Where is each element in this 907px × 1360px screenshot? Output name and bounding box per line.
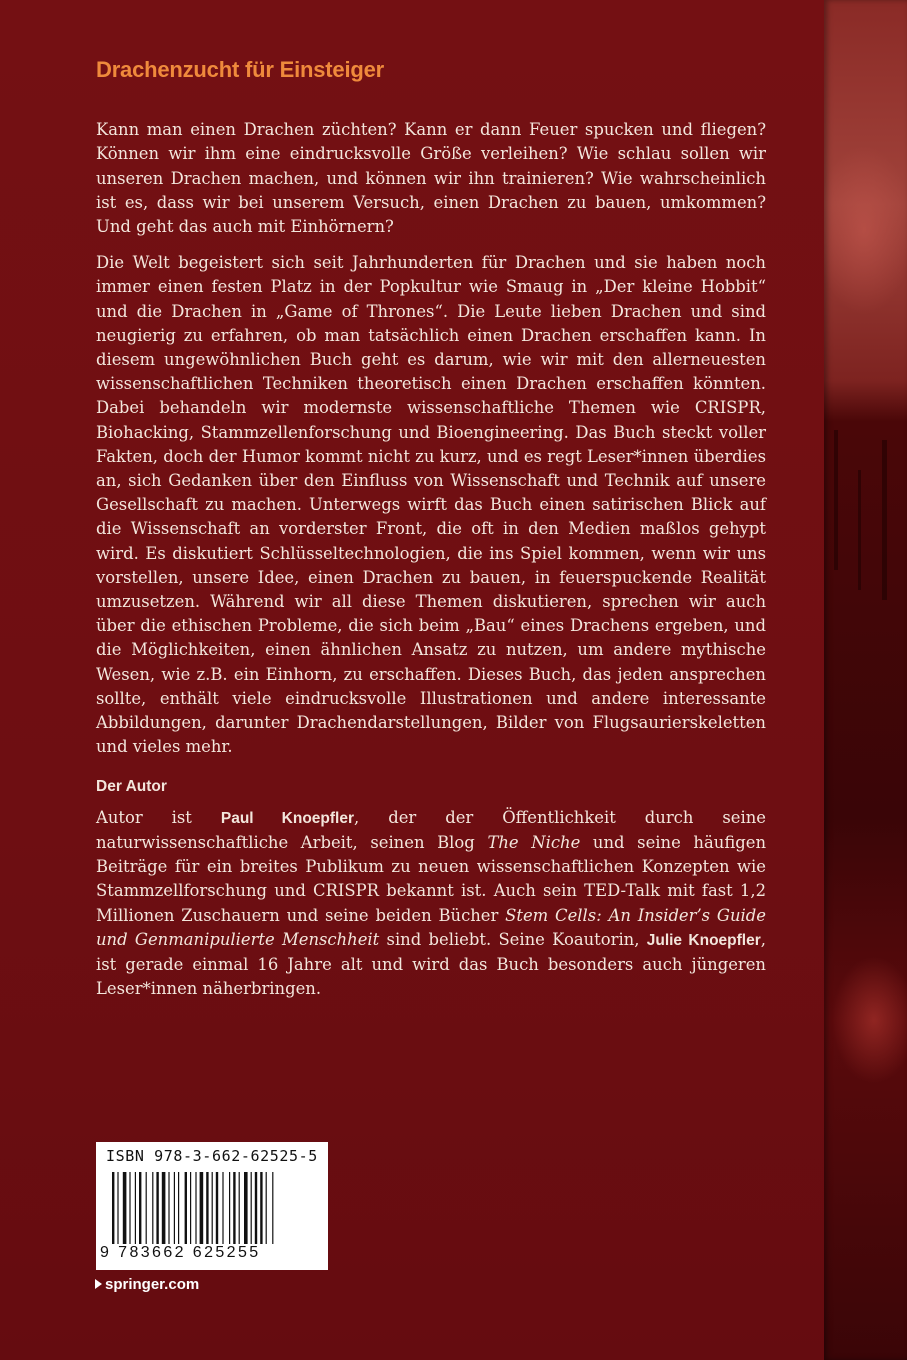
arrow-right-icon (95, 1279, 102, 1289)
barcode-bar (229, 1172, 230, 1244)
spine-artwork (824, 0, 907, 1360)
barcode-bar (251, 1172, 252, 1244)
barcode-bar (135, 1172, 136, 1244)
barcode-bar (266, 1172, 267, 1244)
author-text: , ist gerade einmal 16 Jahre alt und wird das Buch besonders auch jüngeren Leser*innen näherbringen. (96, 929, 766, 999)
barcode-bar (233, 1172, 235, 1244)
coauthor-name: Julie Knoepfler (646, 931, 761, 949)
barcode-bar (212, 1172, 213, 1244)
barcode-bar (174, 1172, 175, 1244)
barcode-bar (162, 1172, 166, 1244)
barcode-digits: 9 783662 625255 (100, 1244, 261, 1261)
barcode-bar (244, 1172, 248, 1244)
barcode-bar (123, 1172, 127, 1244)
barcode-bar (112, 1172, 114, 1244)
author-paragraph (96, 806, 766, 1002)
barcode-bar (222, 1172, 223, 1244)
barcode-bar (117, 1172, 118, 1244)
barcode-bar (239, 1172, 240, 1244)
barcode-bar (190, 1172, 191, 1244)
author-text: Autor ist (96, 807, 221, 827)
barcode-bar (152, 1172, 153, 1244)
publisher-link[interactable] (95, 1276, 199, 1293)
barcode-bar (178, 1172, 179, 1244)
barcode-bar (139, 1172, 141, 1244)
author-text: und seine häufigen Beiträge für ein breites Publikum zu neuen wissenschaftlichen Konzepten wie Stammzellforschung und CRISPR bekannt ist. Auch sein TED-Talk mit fast 1,2 Millionen Zuschauern und seine beiden Bücher (96, 832, 766, 925)
barcode-bar (272, 1172, 273, 1244)
barcode-bar (216, 1172, 218, 1244)
description-paragraph: Die Welt begeistert sich seit Jahrhunderten für Drachen und sie haben noch immer einen festen Platz in der Popkultur wie Smaug in „Der kleine Hobbit“ und die Drachen in „Game of Thrones“. Die Leute lieben Drachen und sind neugierig zu erfahren, ob man tatsächlich einen Drachen erschaffen kann. In diesem ungewöhnlichen Buch geht es darum, wie wir mit den allerneuesten wissenschaftlichen Techniken theoretisch einen Drachen erschaffen könnten. Dabei behandeln wir modernste wissenschaftliche Themen wie CRISPR, Biohacking, Stammzellenforschung und Bioengineering. Das Buch steckt voller Fakten, doch der Humor kommt nicht zu kurz, und es regt Leser*innen überdies an, sich Gedanken über den Einfluss von Wissenschaft und Technik auf unsere Gesellschaft zu machen. Unterwegs wirft das Buch einen satirischen Blick auf die Wissenschaft an vorderster Front, die oft in den Medien maßlos gehypt wird. Es diskutiert Schlüsseltechnologien, die ins Spiel kommen, wenn wir uns vorstellen, unsere Idee, einen Drachen zu bauen, in feuerspuckende Realität umzusetzen. Während wir all diese Themen diskutieren, sprechen wir auch über die ethischen Probleme, die sich beim „Bau“ eines Drachens ergeben, und die Möglichkeiten, einen ähnlichen Ansatz zu nutzen, um andere mythische Wesen, wie z.B. ein Einhorn, zu erschaffen. Dieses Buch, das jeden ansprechen sollte, enthält viele eindrucksvolle Illustrationen und andere interessante Abbildungen, darunter Drachendarstellungen, Bilder von Flugsaurierskeletten und vieles mehr. (96, 253, 766, 757)
blog-title: The Niche (487, 832, 581, 852)
isbn-label: ISBN 978-3-662-62525-5 (106, 1147, 318, 1165)
barcode-bar (195, 1172, 196, 1244)
barcode-bar (255, 1172, 257, 1244)
barcode-bars (112, 1172, 322, 1244)
author-text: , der der Öffentlichkeit durch seine naturwissenschaftliche Arbeit, seinen Blog (96, 807, 767, 852)
barcode-bar (200, 1172, 204, 1244)
barcode-bar (129, 1172, 130, 1244)
intro-paragraph: Kann man einen Drachen züchten? Kann er dann Feuer spucken und fliegen? Können wir ihm eine eindrucksvolle Größe verleihen? Wie schlau sollen wir unseren Drachen machen, und können wir ihn trainieren? Wie wahrscheinlich ist es, dass wir bei unserem Versuch, einen Drachen zu bauen, umkommen? Und geht das auch mit Einhörnern? (96, 120, 766, 237)
barcode-bar (185, 1172, 187, 1244)
publisher-label: springer.com (105, 1276, 200, 1293)
author-heading: Der Autor (96, 778, 167, 796)
author-text: sind beliebt. Seine Koautorin, (379, 929, 647, 949)
barcode-bar (156, 1172, 158, 1244)
text-block (96, 58, 766, 1013)
book-titles: Stem Cells: An Insider’s Guide und Genmanipulierte Menschheit (96, 905, 766, 949)
book-title: Drachenzucht für Einsteiger (96, 57, 384, 82)
author-name: Paul Knoepfler (220, 809, 355, 827)
barcode-bar (146, 1172, 147, 1244)
barcode-bar (168, 1172, 169, 1244)
barcode-bar (260, 1172, 262, 1244)
isbn-barcode (96, 1142, 328, 1270)
barcode-bar (206, 1172, 208, 1244)
